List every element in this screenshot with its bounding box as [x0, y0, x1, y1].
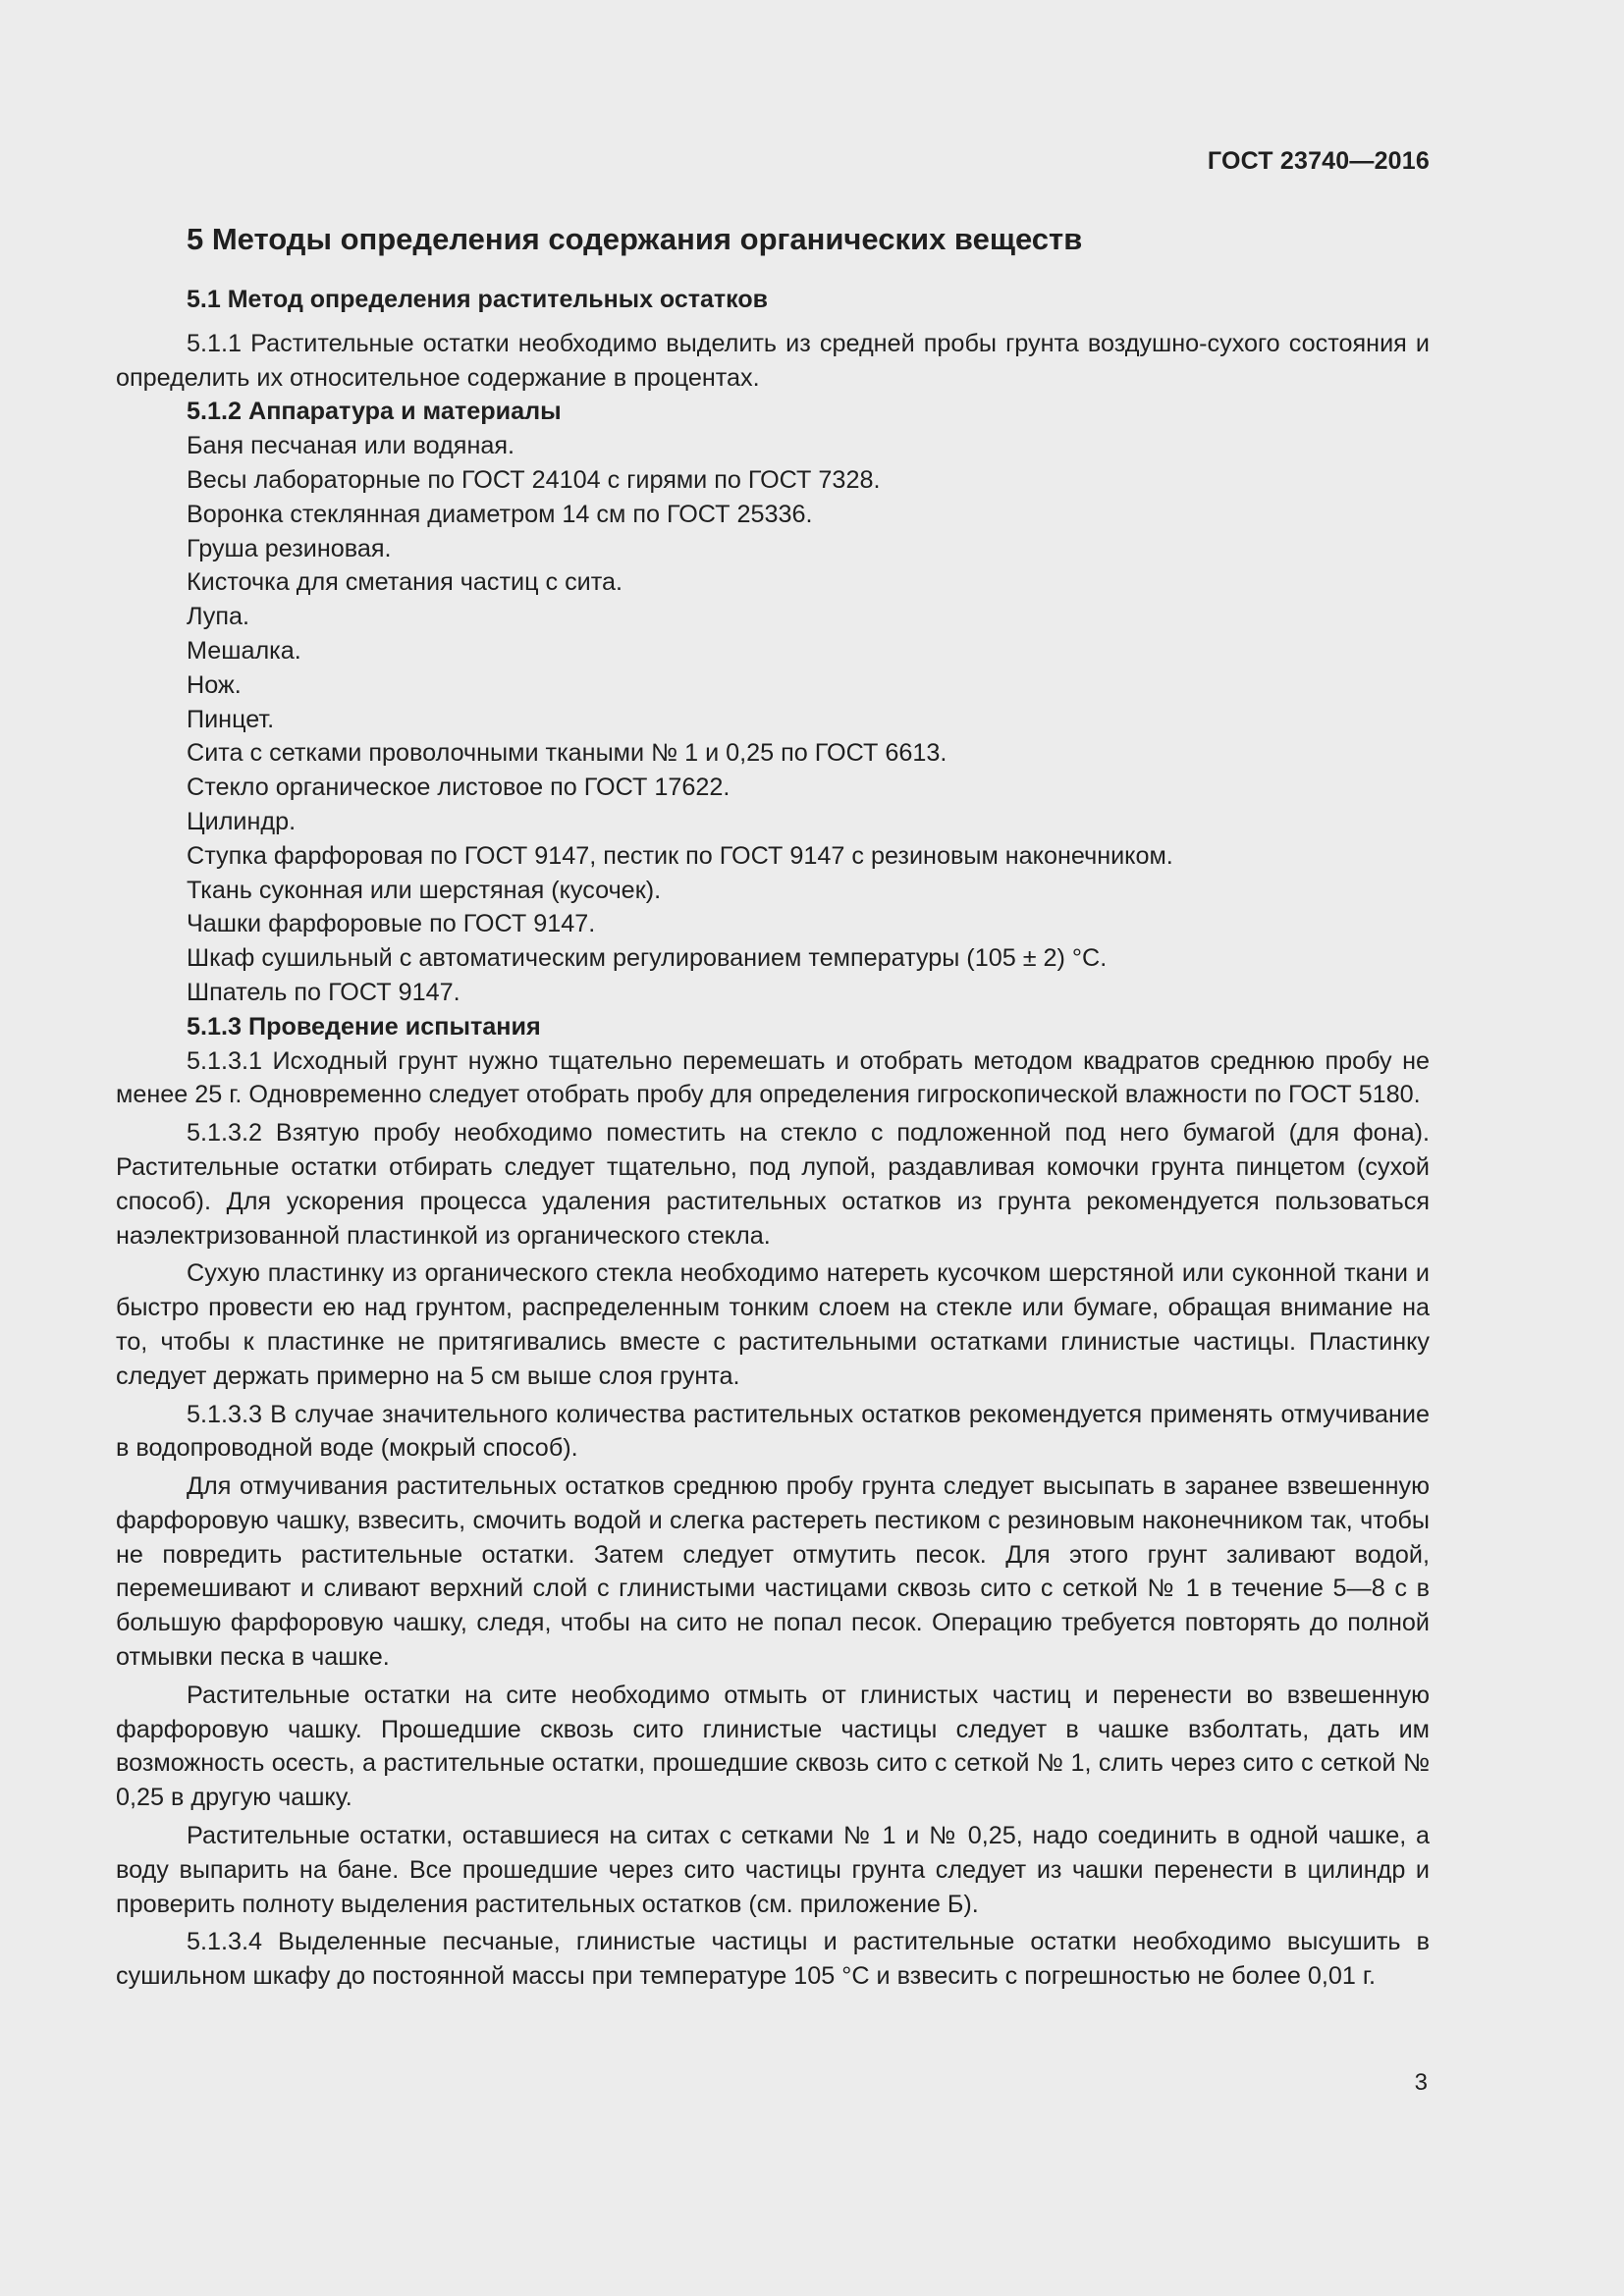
list-item: Ткань суконная или шерстяная (кусочек). [187, 876, 662, 904]
list-item: Весы лабораторные по ГОСТ 24104 с гирями по ГОСТ 7328. [187, 465, 881, 494]
document-code: ГОСТ 23740—2016 [1207, 147, 1430, 175]
page-number: 3 [1414, 2069, 1428, 2096]
materials-list [116, 429, 1430, 1010]
section-title: 5 Методы определения содержания органических веществ [187, 222, 1083, 256]
list-item: Чашки фарфоровые по ГОСТ 9147. [187, 910, 596, 938]
list-item: Шпатель по ГОСТ 9147. [187, 978, 460, 1006]
list-item: Кисточка для сметания частиц с сита. [187, 568, 623, 597]
paragraph-5-1-3-4: 5.1.3.4 Выделенные песчаные, глинистые частицы и растительные остатки необходимо высушить в сушильном шкафу до постоянной массы при температуре 105 °С и взвесить с погрешностью не более 0,01 г. [116, 1928, 1430, 1991]
list-item: Пинцет. [187, 705, 275, 733]
list-item: Шкаф сушильный с автоматическим регулированием температуры (105 ± 2) °С. [187, 944, 1108, 973]
list-item: Воронка стеклянная диаметром 14 см по ГОСТ 25336. [187, 500, 813, 528]
list-item: Стекло органическое листовое по ГОСТ 17622. [187, 774, 731, 802]
list-item: Сита с сетками проволочными ткаными № 1 и 0,25 по ГОСТ 6613. [187, 739, 947, 768]
list-item: Лупа. [187, 603, 250, 631]
paragraph-sieve: Растительные остатки на сите необходимо отмыть от глинистых частиц и перенести во взвешенную фарфоровую чашку. Прошедшие сквозь сито глинистые частицы следует в чашке взболтать, дать им возможность осесть, а растительные остатки, прошедшие сквозь сито с сеткой № 1, слить через сито с сеткой № 0,25 в другую чашку. [116, 1681, 1430, 1812]
list-item: Цилиндр. [187, 807, 297, 835]
paragraph-dry-plate: Сухую пластинку из органического стекла необходимо натереть кусочком шерстяной или суконной ткани и быстро провести ею над грунтом, распределенным тонким слоем на стекле или бумаге, обращая внимание на то, чтобы к пластинке не притягивались вместе с растительными остатками глинистые частицы. Пластинку следует держать примерно на 5 см выше слоя грунта. [116, 1259, 1430, 1390]
document-body [116, 220, 1430, 1994]
paragraph-5-1-3-2: 5.1.3.2 Взятую пробу необходимо поместить на стекло с подложенной под него бумагой (для фона). Растительные остатки отбирать следует тщательно, под лупой, раздавливая комочки грунта пинцетом (сухой способ). Для ускорения процесса удаления растительных остатков из грунта рекомендуется пользоваться наэлектризованной пластинкой из органического стекла. [116, 1119, 1430, 1250]
subsection-title: 5.1 Метод определения растительных остатков [187, 286, 768, 313]
list-item: Баня песчаная или водяная. [187, 432, 515, 460]
heading-5-1-2: 5.1.2 Аппаратура и материалы [187, 398, 562, 426]
paragraph-5-1-3-3: 5.1.3.3 В случае значительного количества растительных остатков рекомендуется применять отмучивание в водопроводной воде (мокрый способ). [116, 1400, 1430, 1463]
list-item: Ступка фарфоровая по ГОСТ 9147, пестик по ГОСТ 9147 с резиновым наконечником. [187, 841, 1173, 870]
list-item: Груша резиновая. [187, 534, 392, 562]
paragraph-5-1-3-1: 5.1.3.1 Исходный грунт нужно тщательно перемешать и отобрать методом квадратов среднюю пробу не менее 25 г. Одновременно следует отобрать пробу для определения гигроскопической влажности по ГОСТ 5180. [116, 1046, 1430, 1109]
list-item: Нож. [187, 670, 242, 699]
heading-5-1-3: 5.1.3 Проведение испытания [187, 1012, 541, 1041]
paragraph-wet-method: Для отмучивания растительных остатков среднюю пробу грунта следует высыпать в заранее взвешенную фарфоровую чашку, взвесить, смочить водой и слегка растереть пестиком с резиновым наконечником так, чтобы не повредить растительные остатки. Затем следует отмутить песок. Для этого грунт заливают водой, перемешивают и сливают верхний слой с глинистыми частицами сквозь сито с сеткой № 1 в течение 5—8 с в большую фарфоровую чашку, следя, чтобы на сито не попал песок. Операцию требуется повторять до полной отмывки песка в чашке. [116, 1472, 1430, 1672]
paragraph-remains: Растительные остатки, оставшиеся на ситах с сетками № 1 и № 0,25, надо соединить в одной чашке, а воду выпарить на бане. Все прошедшие через сито частицы грунта следует из чашки перенести в цилиндр и проверить полноту выделения растительных остатков (см. приложение Б). [116, 1822, 1430, 1918]
list-item: Мешалка. [187, 636, 301, 665]
paragraph-5-1-1: 5.1.1 Растительные остатки необходимо выделить из средней пробы грунта воздушно-сухого состояния и определить их относительное содержание в процентах. [116, 329, 1430, 392]
